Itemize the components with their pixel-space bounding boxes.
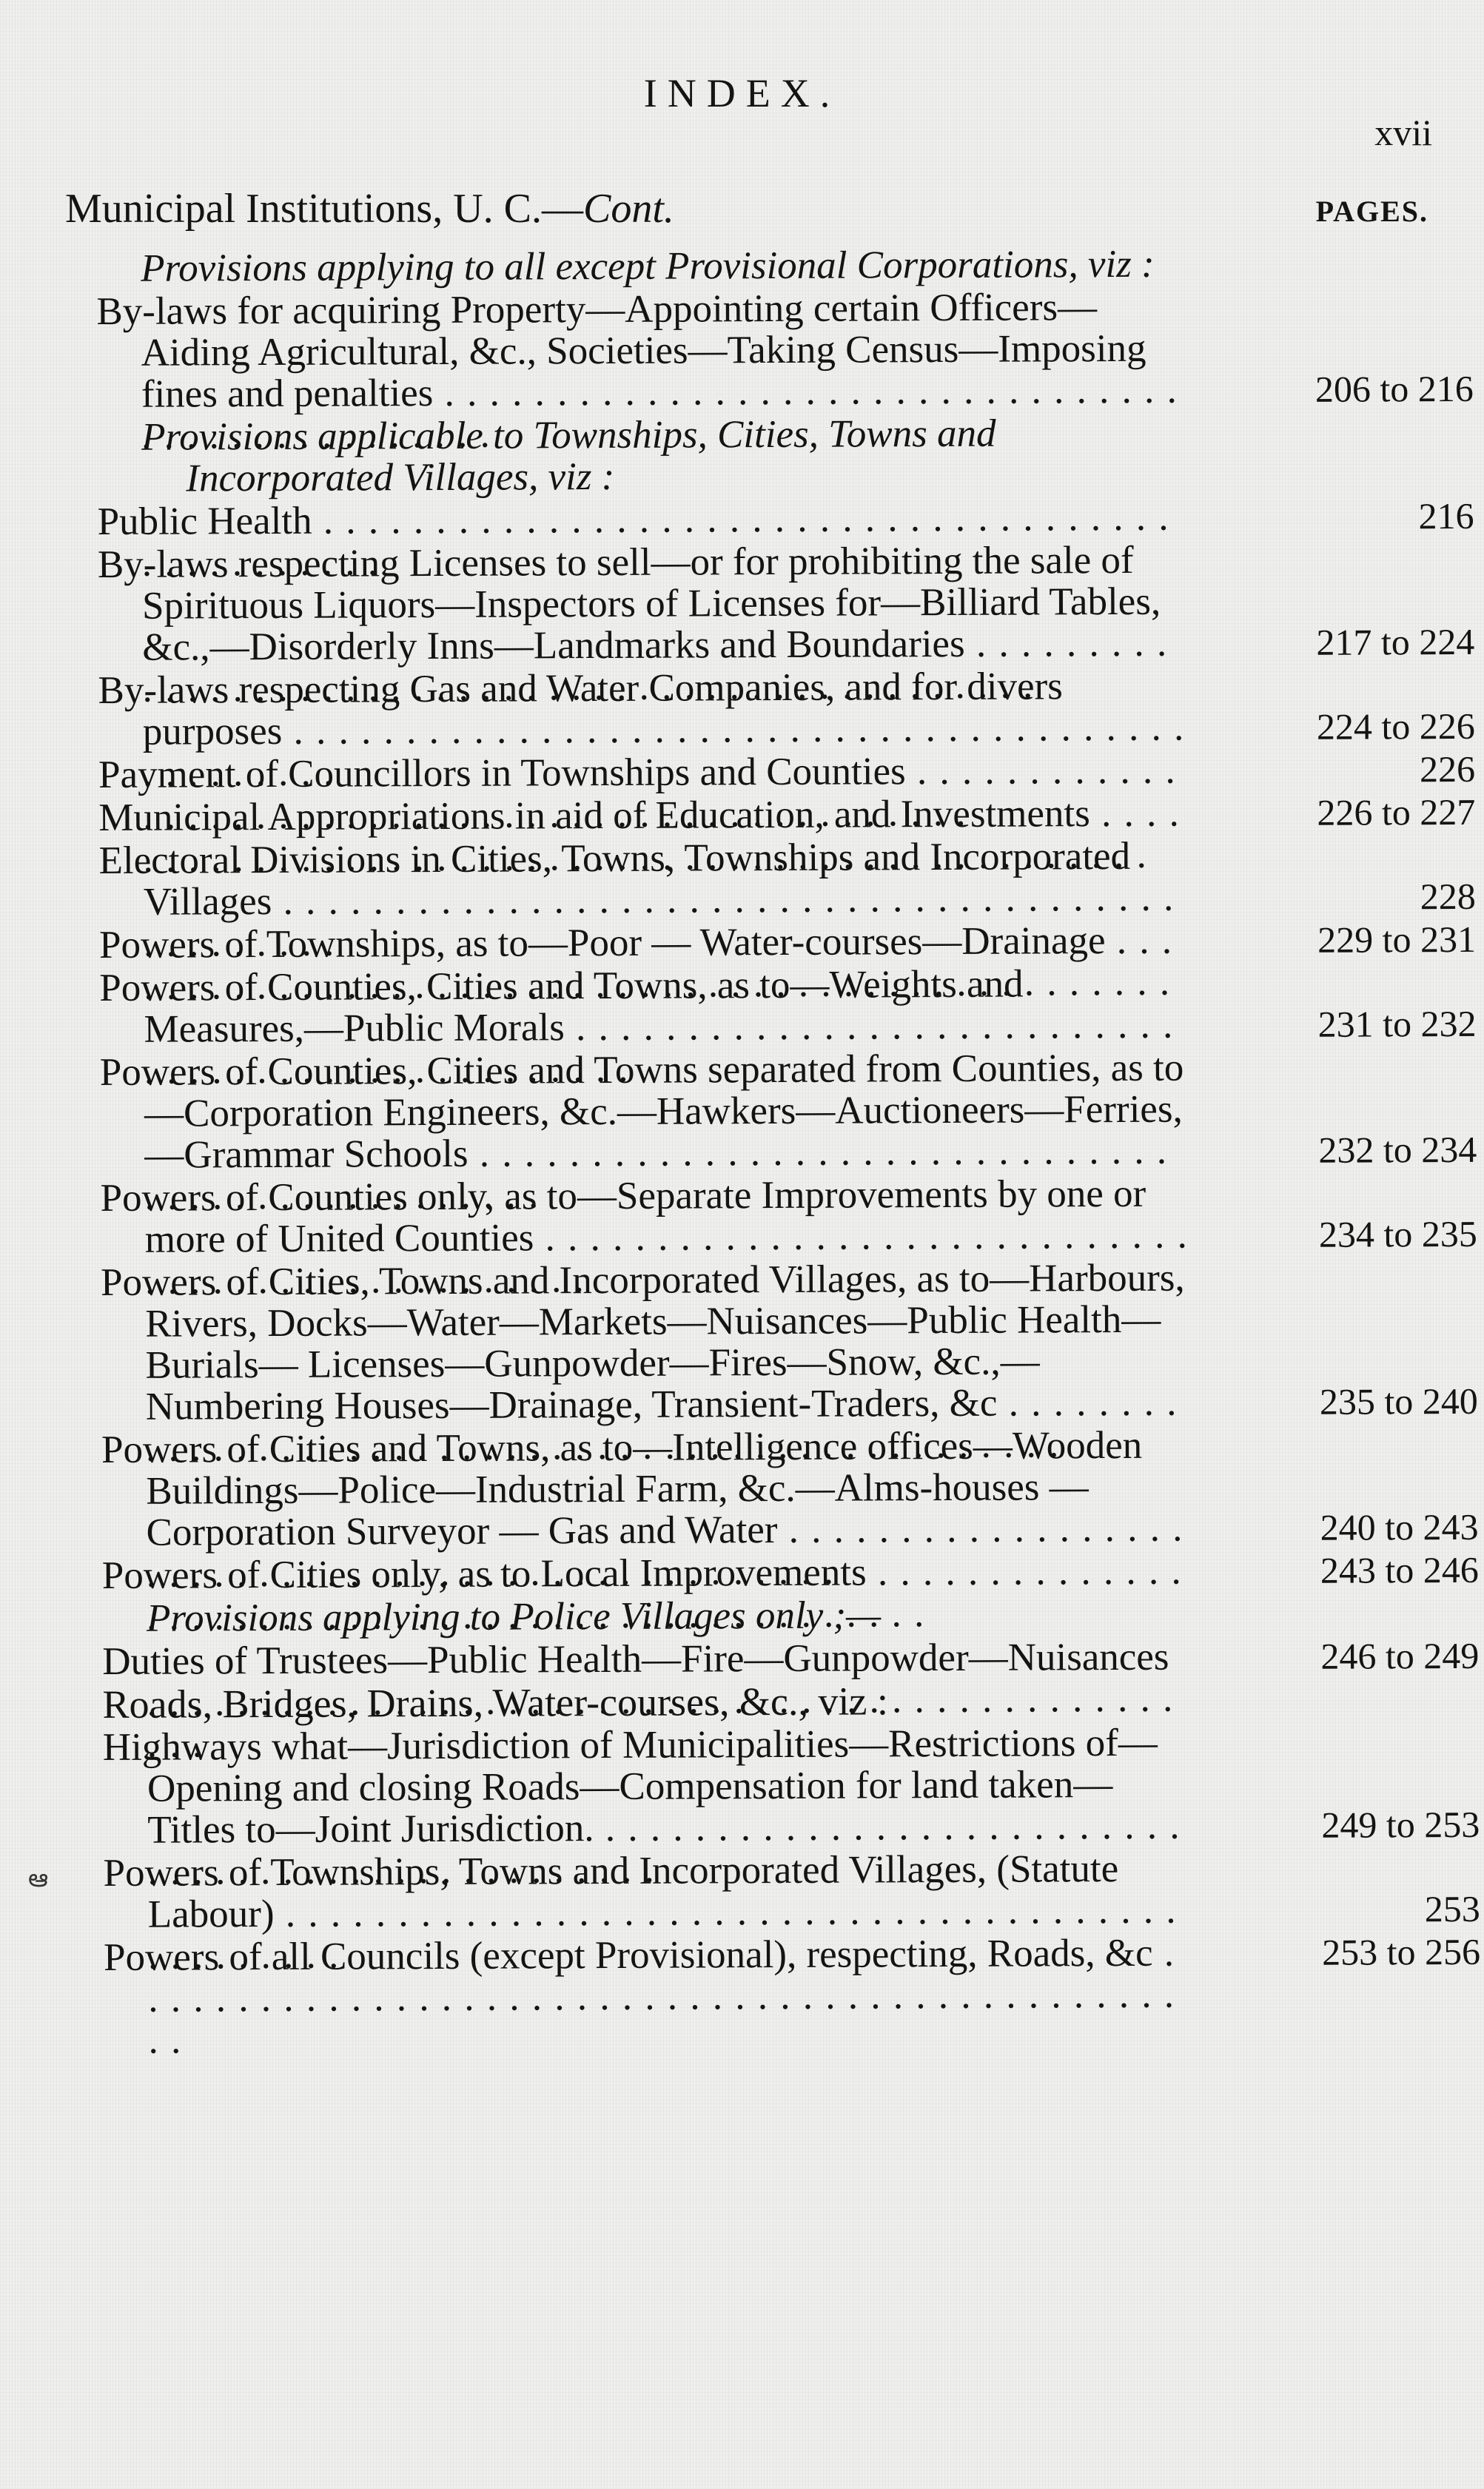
entry-line-box <box>101 1423 1190 1554</box>
index-entry <box>98 665 1475 753</box>
entry-text: Provisions applying to Police Villages only ;— <box>146 1593 882 1640</box>
entry-pages: 228 <box>1420 875 1476 918</box>
entry-text: Powers of Cities and Towns, as to—Intelligence offices—Wooden Buildings—Police—Industrial Farm, &c.—Alms-houses — Corporation Surveyor — Gas and Water <box>101 1423 1143 1554</box>
entry-pages: 217 to 224 <box>1316 620 1475 663</box>
entry-line-box <box>100 1256 1189 1428</box>
entry-text: Powers of Townships, as to—Poor — Water-courses—Drainage <box>98 919 1106 967</box>
entry-text: By-laws respecting Licenses to sell—or for prohibiting the sale of Spirituous Liquors—Inspectors of Licenses for—Billiard Tables, &c.,—Disorderly Inns—Landmarks and Boundaries <box>97 538 1161 669</box>
entry-pages: 226 to 227 <box>1317 790 1476 833</box>
index-entry <box>102 1634 1480 1683</box>
index-entry <box>100 1256 1478 1428</box>
entry-text: Highways what—Jurisdiction of Municipalities—Restrictions of—Opening and closing Roads—Compensation for land taken—Titles to—Joint Jurisdiction. <box>102 1721 1158 1852</box>
index-subheading <box>141 412 1185 500</box>
entry-text: Powers of Cities, Towns and Incorporated Villages, as to—Harbours, Rivers, Docks—Water—Markets—Nuisances—Public Health— Burials— Licenses—Gunpowder—Fires—Snow, &c.,—Numbering Houses—Drainage, Transient-Traders, &c <box>100 1256 1185 1428</box>
entry-line-box <box>102 1635 1190 1683</box>
index-entries <box>96 242 1481 1980</box>
entry-pages: 206 to 216 <box>1315 367 1474 410</box>
entry-pages: 240 to 243 <box>1320 1505 1479 1548</box>
section-heading <box>65 185 674 232</box>
index-entry <box>101 1548 1479 1597</box>
entry-text: Powers of Counties, Cities and Towns, as to—Weights and Measures,—Public Morals <box>99 962 1024 1051</box>
entry-text: Powers of Counties, Cities and Towns separated from Counties, as to—Corporation Engineers, &c.—Hawkers—Auctioneers—Ferries,—Grammar Schools <box>99 1046 1184 1177</box>
index-entry <box>98 918 1477 967</box>
index-heading <box>102 1679 1190 1725</box>
entry-text: Public Health <box>97 499 312 543</box>
entry-pages: 235 to 240 <box>1319 1380 1478 1422</box>
entry-line-box <box>99 1046 1189 1177</box>
entry-text: Duties of Trustees—Public Health—Fire—Gunpowder—Nuisances <box>102 1635 1169 1683</box>
pages-column-label: PAGES. <box>1315 195 1428 228</box>
entry-text: Municipal Appropriations in aid of Education, and Investments <box>98 792 1090 839</box>
index-entry <box>99 962 1477 1051</box>
index-entry <box>97 538 1475 669</box>
entry-text: Payment of Councillors in Townships and Counties <box>98 750 906 796</box>
index-entry <box>101 1423 1479 1554</box>
entry-pages: 253 to 256 <box>1322 1930 1481 1973</box>
entry-pages: 234 to 235 <box>1318 1212 1477 1255</box>
entry-text: Electoral Divisions in Cities, Towns, Townships and Incorporated Villages <box>98 834 1131 924</box>
entry-text: Provisions applicable to Townships, Cities, Towns and Incorporated Villages, viz : <box>141 412 996 500</box>
index-subheading <box>147 1593 1190 1639</box>
section-title: Municipal Institutions, U. C.— <box>65 186 583 232</box>
entry-pages: 226 <box>1419 748 1476 790</box>
index-entry <box>96 286 1474 416</box>
entry-line-box <box>103 1931 1192 1979</box>
index-entry <box>103 1847 1480 1936</box>
entry-line-box <box>98 919 1187 967</box>
entry-pages: 253 <box>1424 1887 1480 1930</box>
entry-line-box <box>96 286 1185 416</box>
entry-line-box <box>98 665 1186 753</box>
section-continued: Cont. <box>583 186 674 232</box>
entry-pages: 231 to 232 <box>1317 1002 1477 1045</box>
margin-mark: ఆ <box>28 1865 49 1892</box>
index-entry <box>100 1172 1477 1261</box>
entry-pages: 246 to 249 <box>1320 1634 1480 1677</box>
index-entry <box>99 1046 1477 1177</box>
entry-line-box <box>98 834 1186 924</box>
entry-text: By-laws for acquiring Property—Appointing certain Officers—Aiding Agricultural, &c., Societies—Taking Census—Imposing fines and penalties <box>96 286 1146 416</box>
entry-line-box <box>99 962 1187 1051</box>
entry-text: Roads, Bridges, Drains, Water-courses, &c., viz : <box>102 1679 889 1727</box>
entry-text: Powers of all Councils (except Provisional), respecting, Roads, &c <box>103 1931 1153 1979</box>
index-entry <box>98 834 1476 924</box>
entry-line-box <box>97 538 1186 669</box>
entry-pages: 243 to 246 <box>1320 1548 1479 1591</box>
entry-line-box <box>98 792 1186 839</box>
entry-line-box <box>98 750 1186 796</box>
entry-text: Provisions applying to all except Provisional Corporations, viz : <box>140 242 1155 290</box>
page-number: xvii <box>1374 112 1432 153</box>
page-title: INDEX. <box>643 71 841 115</box>
entry-line-box <box>102 1721 1192 1852</box>
entry-pages: 224 to 226 <box>1316 705 1475 748</box>
index-entry <box>102 1721 1480 1852</box>
entry-line-box <box>103 1847 1191 1936</box>
entry-text: Powers of Cities only, as to Local Improvements <box>101 1551 867 1597</box>
entry-pages: 216 <box>1418 494 1474 537</box>
entry-pages: 249 to 253 <box>1321 1803 1480 1846</box>
index-entry <box>103 1930 1481 1979</box>
entry-text: Powers of Townships, Towns and Incorporated Villages, (Statute Labour) <box>103 1847 1119 1936</box>
entry-text: Powers of Counties only, as to—Separate Improvements by one or more of United Counties <box>100 1172 1146 1261</box>
entry-line-box <box>97 497 1185 543</box>
entry-line-box <box>100 1172 1188 1261</box>
index-entry <box>98 790 1476 839</box>
entry-line-box <box>101 1551 1190 1597</box>
index-subheading <box>141 243 1184 289</box>
index-entry <box>98 748 1476 796</box>
index-entry <box>97 494 1474 543</box>
entry-pages: 232 to 234 <box>1318 1128 1477 1171</box>
entry-pages: 229 to 231 <box>1317 918 1477 961</box>
entry-text: By-laws respecting Gas and Water Companies, and for divers purposes <box>98 665 1063 753</box>
